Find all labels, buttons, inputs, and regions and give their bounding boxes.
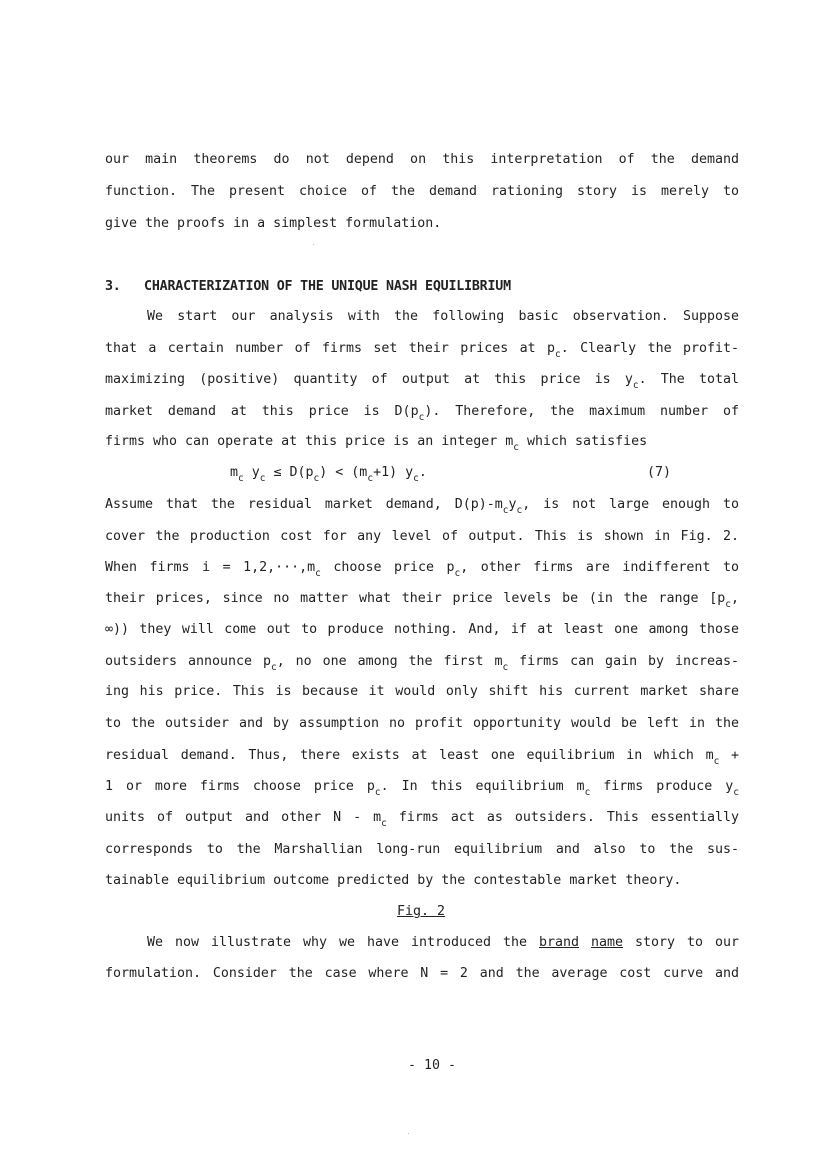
text-line: that a certain number of firms set their prices at $p_c$. Clearly the profit- — [105, 341, 740, 360]
section-heading — [105, 277, 739, 297]
figure-label: Fig. 2 — [397, 904, 446, 919]
text-line: ∞)) they will come out to produce nothing. And, if at least one among those — [105, 622, 739, 637]
text-line: cover the production cost for any level of output. This is shown in Fig. 2. — [105, 529, 739, 544]
text-line: their prices, since no matter what their price levels be (in the range [$p_c$, — [105, 591, 739, 610]
text-line: give the proofs in a simplest formulation. — [105, 216, 442, 231]
text-line: to the outsider and by assumption no profit opportunity would be left in the — [105, 716, 739, 731]
text-line: tainable equilibrium outcome predicted by the contestable market theory. — [105, 873, 682, 888]
equation-number: (7) — [647, 465, 672, 480]
text-line: 1 or more firms choose price $p_c$. In this equilibrium $m_c$ firms produce $y_c$ — [105, 779, 739, 798]
text-line: firms who can operate at this price is an integer $m_c$ which satisfies — [105, 434, 648, 453]
text-line: residual demand. Thus, there exists at least one equilibrium in which $m_c$ + — [105, 748, 739, 767]
text-line: corresponds to the Marshallian long-run equilibrium and also to the sus- — [105, 842, 739, 857]
underlined-word: brand — [538, 935, 580, 950]
text-line: units of output and other N - $m_c$ firms act as outsiders. This essentially — [105, 810, 739, 829]
page-number: - 10 - — [408, 1058, 457, 1073]
text-line: function. The present choice of the demand rationing story is merely to — [105, 184, 739, 199]
scan-speck — [313, 244, 314, 245]
equation: $m_c$ $y_c \le D(p_c) < (m_c+1)$ $y_c$. — [230, 465, 427, 484]
text-line: When firms $i = 1,2,\cdot\cdot\cdot,m_c$ choose price $p_c$, other firms are indifferent to — [105, 560, 739, 579]
text-line: market demand at this price is $D(p_c)$. Therefore, the maximum number of — [105, 404, 739, 423]
text-line: maximizing (positive) quantity of output at this price is $y_c$. The total — [105, 372, 739, 391]
section-title: CHARACTERIZATION OF THE UNIQUE NASH EQUILIBRIUM — [144, 279, 511, 294]
text-line: We now illustrate why we have introduced the brand name story to our — [147, 935, 739, 950]
text-line: ing his price. This is because it would only shift his current market share — [105, 684, 739, 699]
text-line: Assume that the residual market demand, $D(p)-m_cy_c$, is not large enough to — [105, 497, 739, 516]
text-line: outsiders announce $p_c$, no one among the first $m_c$ firms can gain by increas- — [105, 654, 740, 673]
scan-speck — [408, 1133, 409, 1134]
text-line: our main theorems do not depend on this interpretation of the demand — [105, 152, 739, 167]
underlined-word: name — [591, 935, 624, 950]
text-line: formulation. Consider the case where N = 2 and the average cost curve and — [105, 966, 739, 981]
text-line: We start our analysis with the following basic observation. Suppose — [147, 309, 739, 324]
section-number: 3. — [105, 279, 121, 294]
